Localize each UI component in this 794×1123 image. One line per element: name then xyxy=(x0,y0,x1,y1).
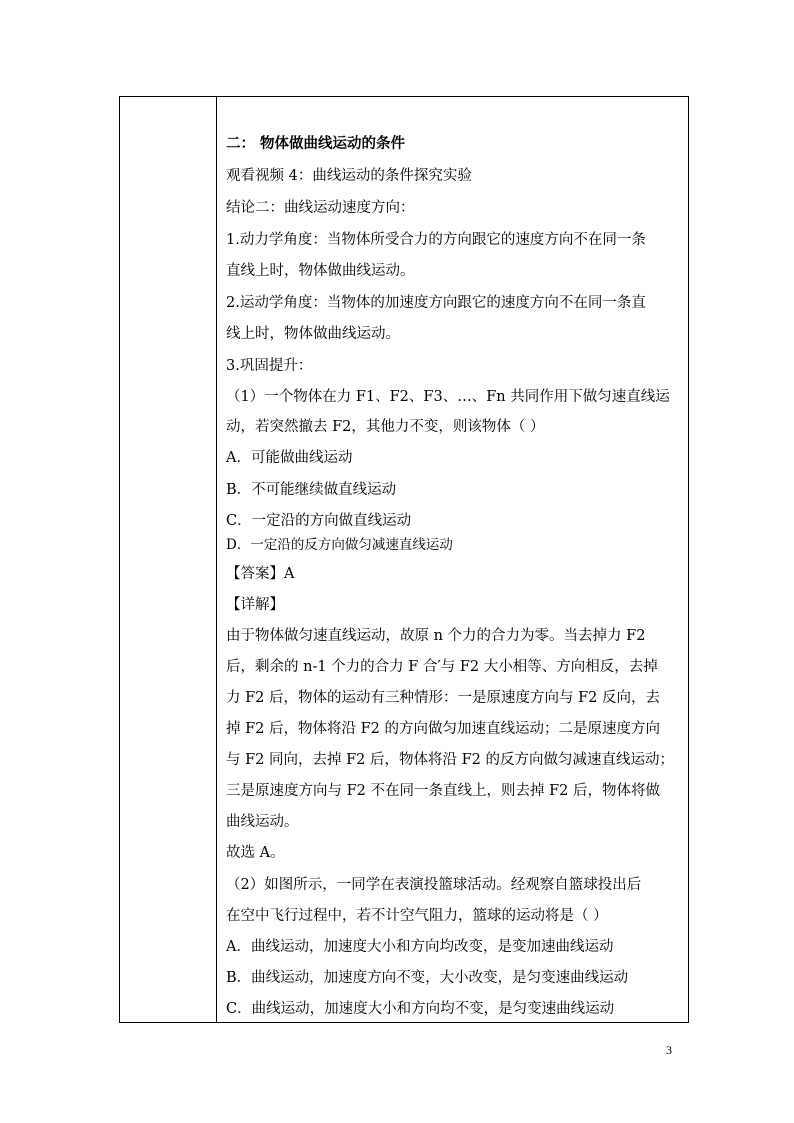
text-line: 1.动力学角度：当物体所受合力的方向跟它的速度方向不在同一条 xyxy=(226,232,646,248)
lesson-table xyxy=(119,96,689,1023)
text-line: 结论二：曲线运动速度方向： xyxy=(226,200,415,216)
text-line: 力 F2 后，物体的运动有三种情形：一是原速度方向与 F2 反向，去 xyxy=(226,690,661,706)
text-line: 由于物体做匀速直线运动，故原 n 个力的合力为零。当去掉力 F2 xyxy=(226,628,646,644)
left-column-cell xyxy=(120,97,217,1022)
text-line: 3.巩固提升： xyxy=(226,358,313,374)
text-line: 线上时，物体做曲线运动。 xyxy=(226,326,400,342)
section-title: 二： 物体做曲线运动的条件 xyxy=(226,135,406,152)
choice-d: D．一定沿的反方向做匀减速直线运动 xyxy=(226,537,453,553)
text-line: 在空中飞行过程中，若不计空气阻力，篮球的运动将是（ ） xyxy=(226,908,608,924)
text-line: 直线上时，物体做曲线运动。 xyxy=(226,263,415,279)
text-line: 曲线运动。 xyxy=(226,814,299,830)
explanation-label: 【详解】 xyxy=(226,597,284,613)
choice-b: B．不可能继续做直线运动 xyxy=(226,482,397,498)
text-line: 掉 F2 后，物体将沿 F2 的方向做匀加速直线运动；二是原速度方向 xyxy=(226,721,661,737)
page-number: 3 xyxy=(666,1043,672,1057)
choice-b: B．曲线运动，加速度方向不变，大小改变，是匀变速曲线运动 xyxy=(226,970,629,986)
text-line: 2.运动学角度：当物体的加速度方向跟它的速度方向不在同一条直 xyxy=(226,295,646,311)
choice-a: A．曲线运动，加速度大小和方向均改变，是变加速曲线运动 xyxy=(226,939,614,955)
text-line: （2）如图所示，一同学在表演投篮球活动。经观察自篮球投出后 xyxy=(226,877,642,893)
text-line: （1）一个物体在力 F1、F2、F3、…、Fn 共同作用下做匀速直线运 xyxy=(226,389,670,405)
text-line: 故选 A。 xyxy=(226,845,285,861)
text-line: 后，剩余的 n-1 个力的合力 F 合′与 F2 大小相等、方向相反，去掉 xyxy=(226,659,658,675)
text-line: 与 F2 同向，去掉 F2 后，物体将沿 F2 的反方向做匀减速直线运动； xyxy=(226,752,675,768)
choice-c: C．一定沿的方向做直线运动 xyxy=(226,513,412,529)
text-line: 动，若突然撤去 F2，其他力不变，则该物体（ ） xyxy=(226,419,545,435)
choice-a: A．可能做曲线运动 xyxy=(226,450,353,466)
text-line: 观看视频 4：曲线运动的条件探究实验 xyxy=(226,168,472,184)
choice-c: C．曲线运动，加速度大小和方向均不变，是匀变速曲线运动 xyxy=(226,1001,615,1017)
answer-label: 【答案】A xyxy=(226,566,295,582)
text-line: 三是原速度方向与 F2 不在同一条直线上，则去掉 F2 后，物体将做 xyxy=(226,783,661,799)
